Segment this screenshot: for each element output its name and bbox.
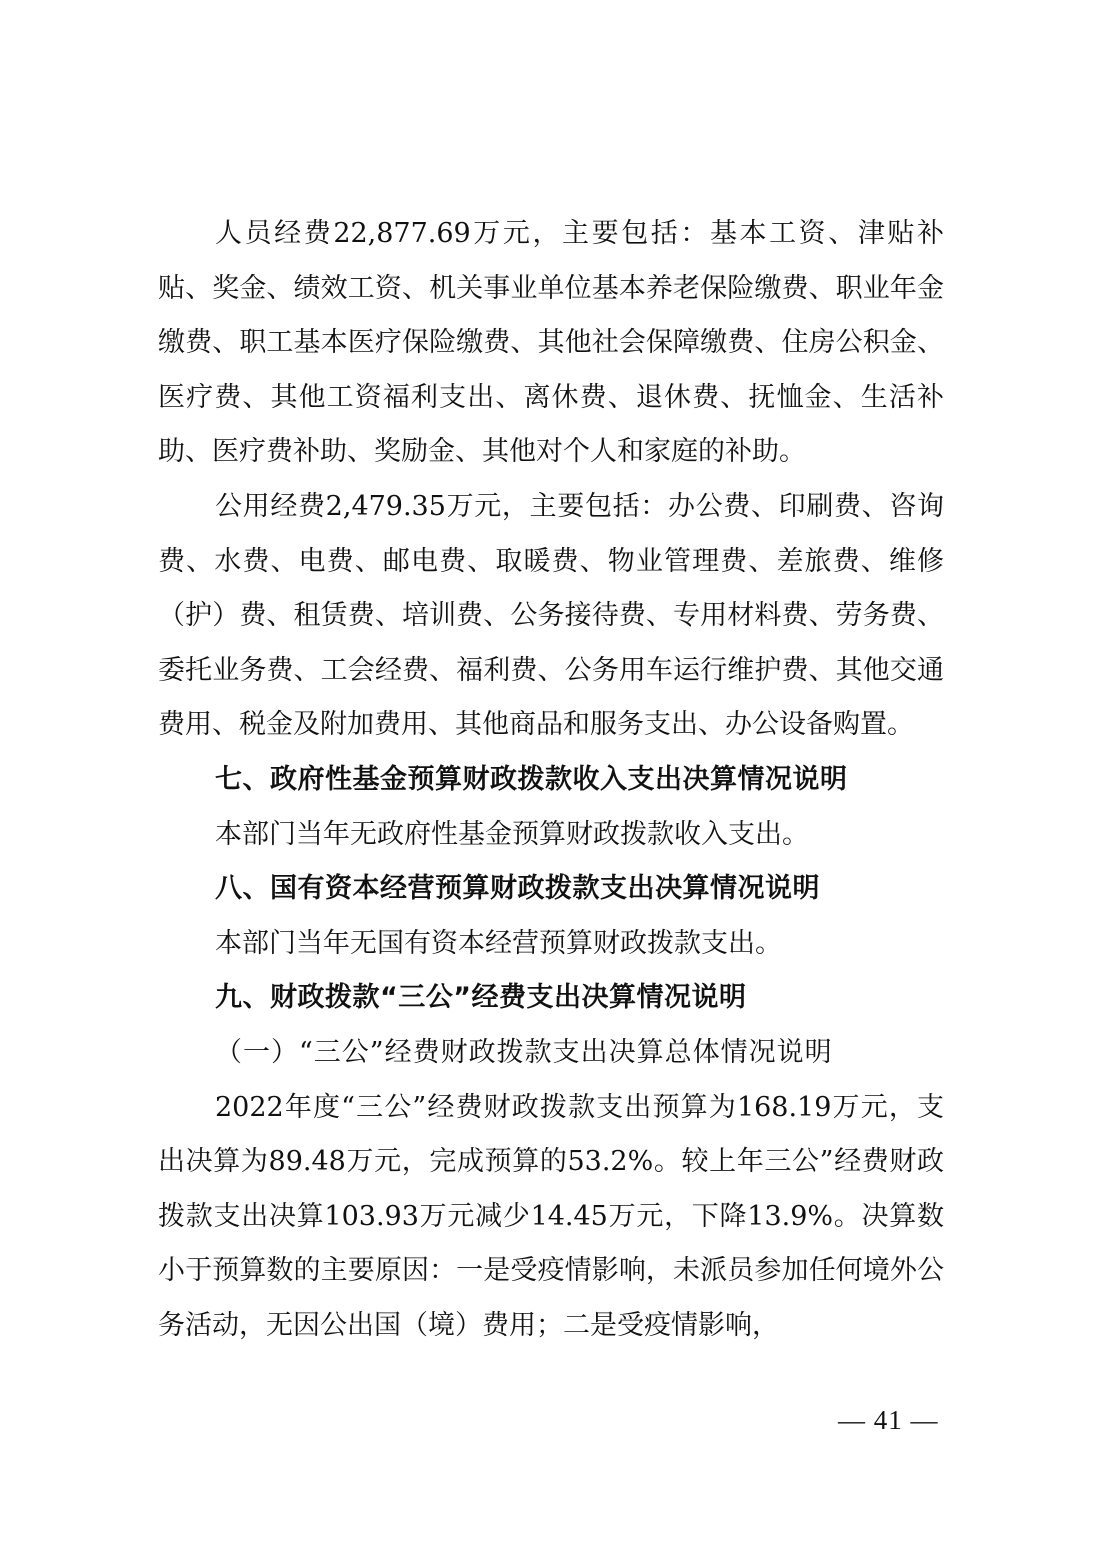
section-8-heading: 八、国有资本经营预算财政拨款支出决算情况说明 — [215, 873, 820, 905]
section-7-heading: 七、政府性基金预算财政拨款收入支出决算情况说明 — [215, 763, 848, 795]
public-expenses-paragraph: 公用经费2,479.35万元，主要包括：办公费、印刷费、咨询费、水费、电费、邮电费、取暖费、物业管理费、差旅费、维修（护）费、租赁费、培训费、公务接待费、专用材料费、劳务费、委托业务费、工会经费、福利费、公务用车运行维护费、其他交通费用、税金及附加费用、其他商品和服务支出、办公设备购置。 — [158, 490, 944, 741]
document-page — [158, 207, 944, 1353]
section-8-body: 本部门当年无国有资本经营预算财政拨款支出。 — [215, 927, 782, 959]
personnel-expenses-paragraph: 人员经费22,877.69万元，主要包括：基本工资、津贴补贴、奖金、绩效工资、机关事业单位基本养老保险缴费、职业年金缴费、职工基本医疗保险缴费、其他社会保障缴费、住房公积金、医疗费、其他工资福利支出、离休费、退休费、抚恤金、生活补助、医疗费补助、奖励金、其他对个人和家庭的补助。 — [158, 218, 944, 468]
section-7-body: 本部门当年无政府性基金预算财政拨款收入支出。 — [215, 818, 809, 850]
three-public-expenses-paragraph: 2022年度“三公”经费财政拨款支出预算为168.19万元，支出决算为89.48万元，完成预算的53.2%。较上年三公”经费财政拨款支出决算103.93万元减少14.45万元，下降13.9%。决算数小于预算数的主要原因：一是受疫情影响，未派员参加任何境外公务活动，无因公出国（境）费用；二是受疫情影响， — [158, 1091, 944, 1341]
page-number: — 41 — — [838, 1405, 939, 1435]
section-9-heading: 九、财政拨款“三公”经费支出决算情况说明 — [215, 982, 747, 1014]
section-9-1-subheading: （一）“三公”经费财政拨款支出决算总体情况说明 — [215, 1036, 833, 1068]
